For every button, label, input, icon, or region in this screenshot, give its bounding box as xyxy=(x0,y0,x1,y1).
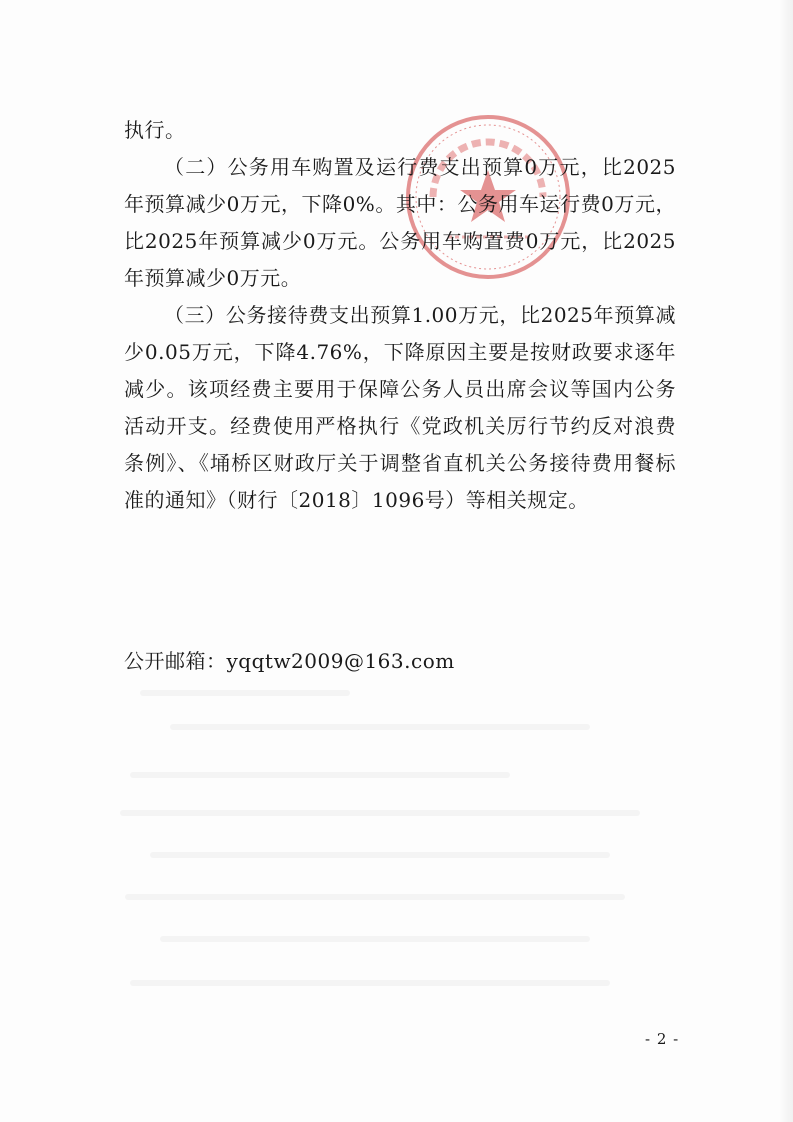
blank-space xyxy=(124,519,676,643)
paragraph-reception-expenses: （三）公务接待费支出预算1.00万元，比2025年预算减少0.05万元，下降4.76%，下降原因主要是按财政要求逐年减少。该项经费主要用于保障公务人员出席会议等国内公务活动开支。经费使用严格执行《党政机关厉行节约反对浪费条例》、《埇桥区财政厅关于调整省直机关公务接待费用餐标准的通知》（财行〔2018〕1096号）等相关规定。 xyxy=(124,303,676,512)
paragraph-vehicle-expenses: （二）公务用车购置及运行费支出预算0万元，比2025年预算减少0万元，下降0%。其中：公务用车运行费0万元，比2025年预算减少0万元。公务用车购置费0万元，比2025年预算减少0万元。 xyxy=(124,155,676,290)
bleed-through-marks xyxy=(110,680,710,1040)
contact-email: 公开邮箱：yqqtw2009@163.com xyxy=(124,649,455,673)
page-number: - 2 - xyxy=(645,1030,680,1048)
scan-edge-shadow xyxy=(779,0,793,1122)
body-text xyxy=(124,112,676,680)
paragraph-continuation: 执行。 xyxy=(124,118,186,142)
